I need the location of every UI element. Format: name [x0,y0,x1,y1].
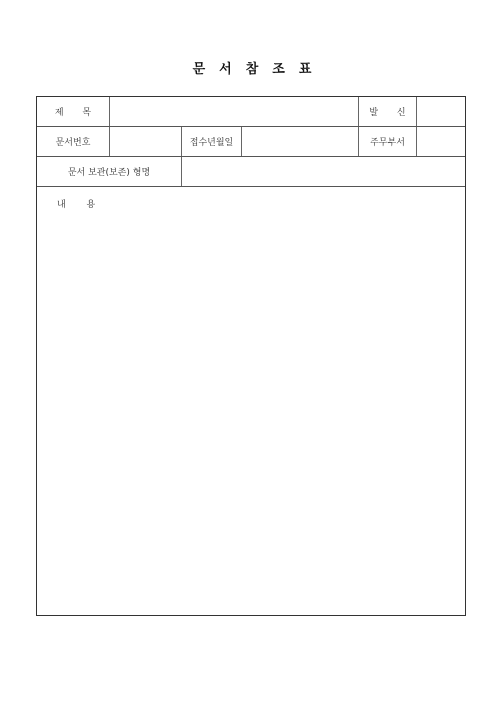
responsible-dept-label: 주무부서 [359,127,417,156]
sender-label: 발 신 [359,97,417,126]
doc-number-field[interactable] [110,127,182,156]
received-date-field[interactable] [242,127,359,156]
content-field[interactable] [37,211,465,615]
retention-field[interactable] [182,157,465,186]
doc-number-label: 문서번호 [37,127,110,156]
retention-label: 문서 보관(보존) 형명 [37,157,182,186]
responsible-dept-field[interactable] [417,127,465,156]
row-subject [37,97,465,127]
subject-field[interactable] [110,97,359,126]
document-reference-form [36,96,466,616]
sender-field[interactable] [417,97,465,126]
content-label: 내 용 [57,200,105,210]
row-retention [37,157,465,187]
subject-label: 제 목 [37,97,110,126]
received-date-label: 접수년월일 [182,127,242,156]
row-doc-info [37,127,465,157]
page-title: 문서참조표 [192,62,326,77]
